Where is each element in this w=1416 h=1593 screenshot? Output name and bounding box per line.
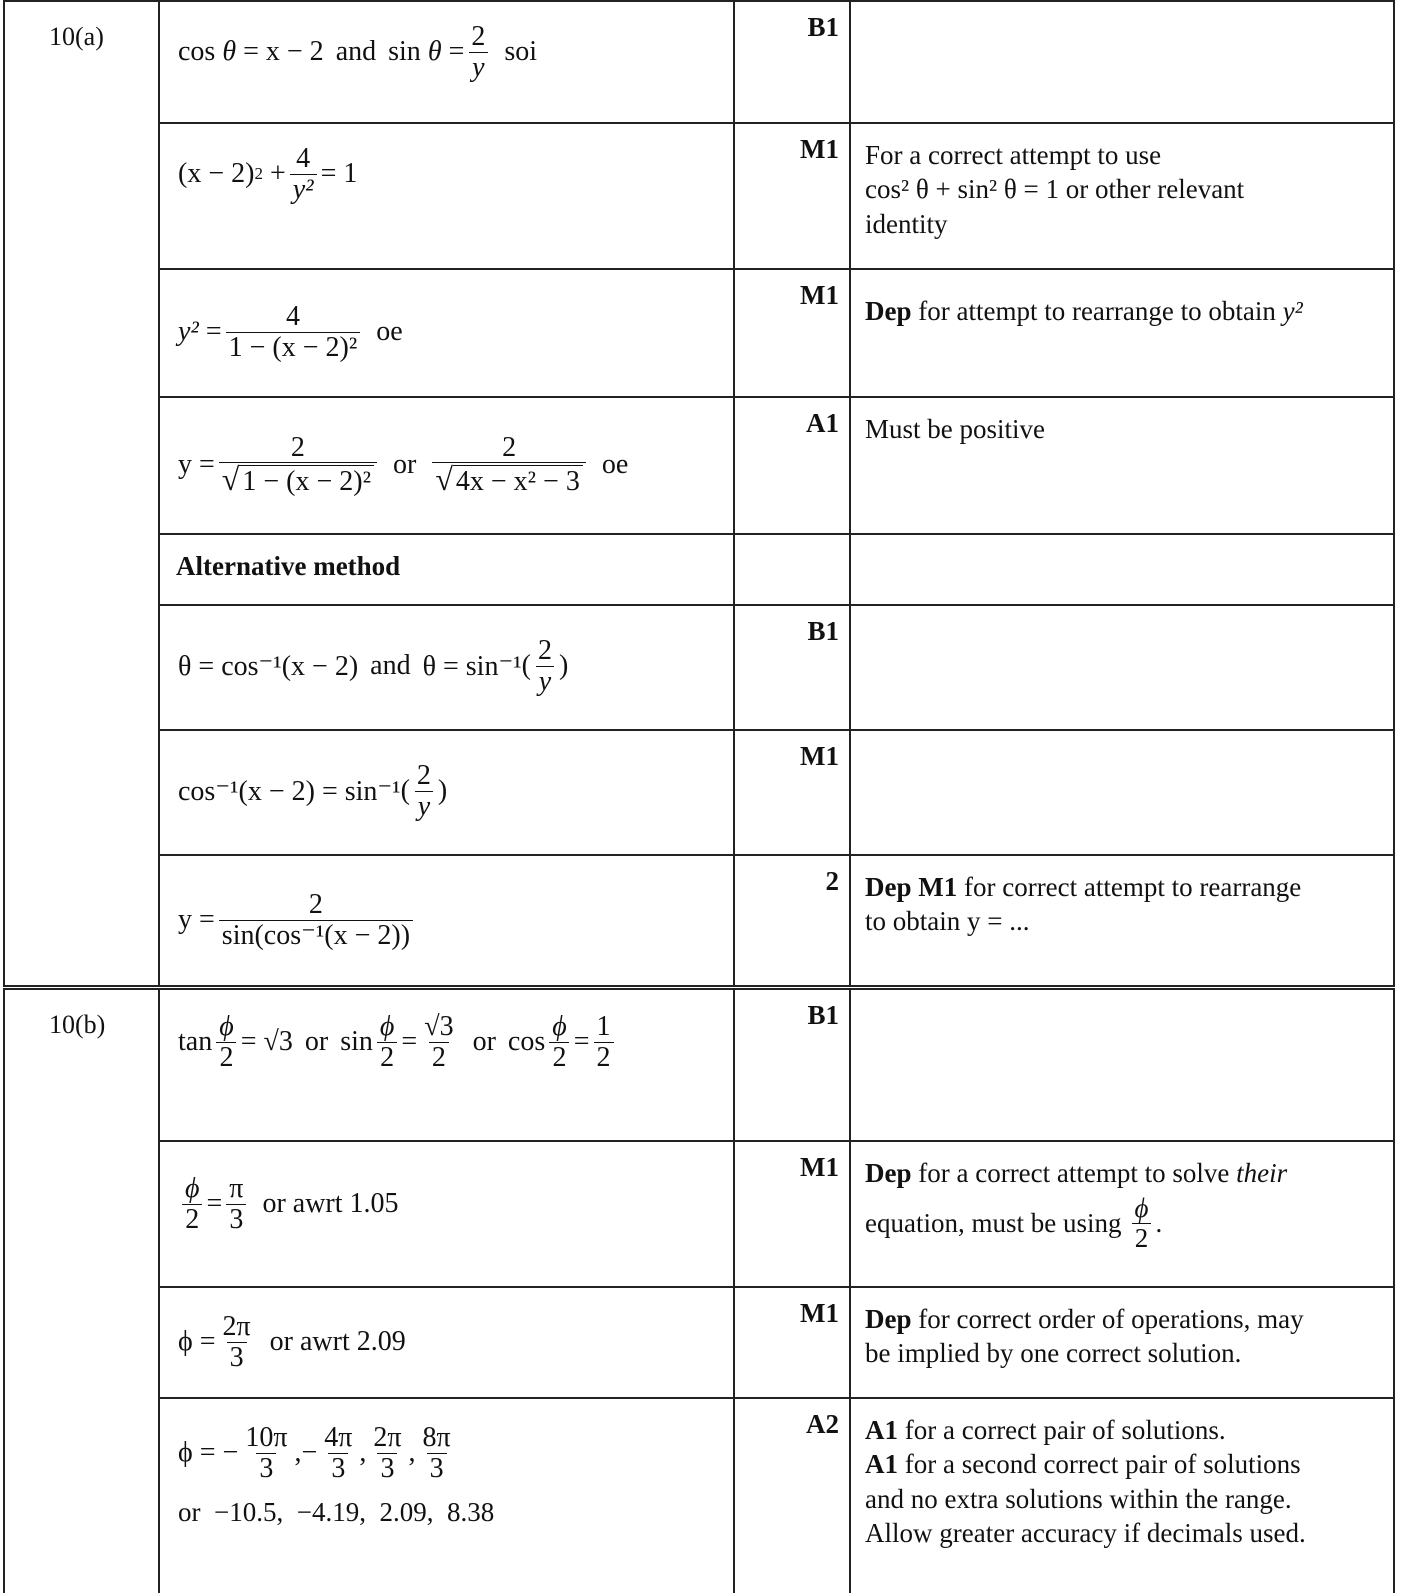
table-row [3,729,1395,854]
guidance-cell: For a correct attempt to use cos² θ + sin² θ = 1 or other relevant identity [865,140,1245,239]
guidance-cell: Dep for a correct attempt to solve their equation, must be using $\frac{\phi}{2}$ . [865,1158,1288,1253]
working-cell [160,1286,735,1397]
alternative-method-heading: Alternative method [176,551,401,581]
guidance-cell [851,604,1395,729]
table-row [3,988,1395,1140]
working-cell [160,729,735,854]
working-expression: y = $\frac{2}{\text{√ 1 − (x − 2)²}}$ or $\frac{2}{\text{√ 4x − x² − 3}}$ oe [178,432,629,498]
working-cell [160,854,735,985]
working-cell [160,122,735,268]
mark-cell: M1 [800,1298,839,1328]
mark-cell: B1 [807,12,839,42]
mark-cell: B1 [807,616,839,646]
working-cell [160,396,735,533]
working-expression: y² = $\frac{4}{\text{1 − (x − 2)²}}$ oe [178,301,403,363]
table-row [3,533,1395,604]
mark-cell: B1 [807,1000,839,1030]
working-cell [160,0,735,122]
table-row [3,268,1395,396]
table-row [3,1140,1395,1286]
working-expression: y = $\frac{2}{\text{sin(cos⁻¹(x − 2))}}$ [178,868,735,972]
guidance-cell: Dep for attempt to rearrange to obtain y² [865,296,1303,326]
guidance-cell: A1 for a correct pair of solutions. A1 for a second correct pair of solutions and no extra solutions within the range. Allow greater accuracy if decimals used. [865,1415,1306,1548]
mark-cell: A1 [806,408,839,438]
working-expression: $\frac{\phi}{2}$ = $\frac{\pi}{3}$ or awrt 1.05 [178,1154,735,1254]
working-expression: ϕ = − $\frac{10\pi}{3}$ ,− $\frac{4\pi}{3}$ , $\frac{2\pi}{3}$ , $\frac{8\pi}{3}$ [178,1422,451,1484]
working-expression: cos⁻¹(x − 2) = sin⁻¹ ( $\frac{2}{y}$ ) [178,760,448,822]
mark-cell: A2 [806,1409,839,1439]
working-expression: cos θ = x − 2 and sin θ = $\frac{2}{y}$ soi [178,21,538,83]
guidance-cell: Must be positive [865,414,1045,444]
working-expression: (x − 2) 2 + $\frac{4}{\text{y²}}$ = 1 [178,143,358,205]
table-row [3,0,1395,122]
table-row [3,1286,1395,1397]
working-expression: θ = cos⁻¹(x − 2) and θ = sin⁻¹ ( $\frac{2}{y}$ ) [178,635,569,697]
question-part-label: 10(b) [49,1010,106,1039]
working-expression: ϕ = $\frac{2\pi}{3}$ or awrt 2.09 [178,1311,406,1373]
working-cell [160,1140,735,1286]
guidance-cell [851,988,1395,1140]
table-row [3,854,1395,985]
guidance-cell: Dep for correct order of operations, may be implied by one correct solution. [865,1304,1304,1369]
mark-cell: 2 [825,866,839,896]
mark-cell: M1 [800,280,839,310]
table-row [3,1397,1395,1593]
guidance-cell: Dep M1 for correct attempt to rearrange to obtain y = ... [865,872,1302,937]
guidance-cell [851,729,1395,854]
decimal-solutions: or −10.5, −4.19, 2.09, 8.38 [178,1497,495,1527]
question-part-label: 10(a) [49,22,104,51]
mark-scheme-table-10b [3,988,1395,1593]
mark-cell: M1 [800,134,839,164]
mark-cell: M1 [800,741,839,771]
table-row [3,122,1395,268]
table-row [3,604,1395,729]
working-cell [160,988,735,1140]
mark-cell: M1 [800,1152,839,1182]
working-cell [160,268,735,396]
table-row [3,396,1395,533]
working-expression: tan $\frac{\phi}{2}$ = √3 or sin $\frac{\phi}{2}$ = $\frac{√3}{2}$ or cos $\frac{\phi}{2}$ = $\frac{1}{2}$ [178,1002,735,1082]
working-cell [160,604,735,729]
mark-scheme-table-10a [3,0,1395,987]
guidance-cell [851,0,1395,122]
working-cell [160,1397,735,1593]
